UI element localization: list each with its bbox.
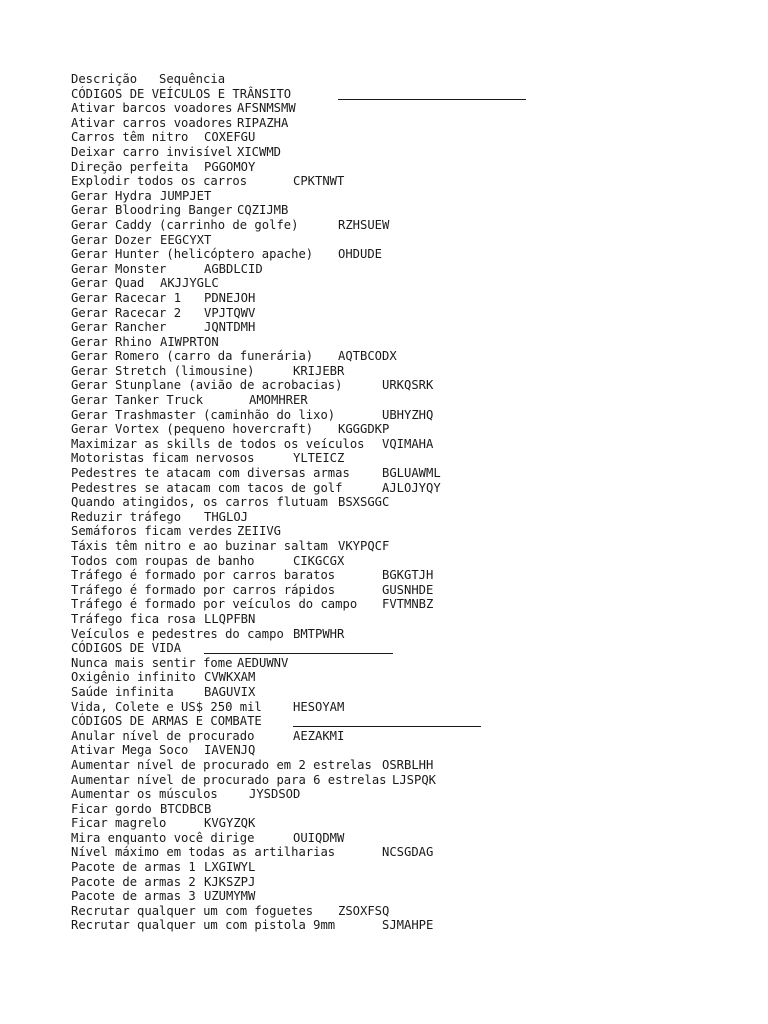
cheat-description: Nível máximo em todas as artilharias xyxy=(71,845,336,860)
cheat-code: KJKSZPJ xyxy=(204,874,256,889)
cheat-entry xyxy=(71,145,751,160)
cheat-code: KVGYZQK xyxy=(204,816,256,831)
cheat-entry xyxy=(71,481,751,496)
cheat-code: UZUMYMW xyxy=(204,889,256,904)
cheat-code: LXGIWYL xyxy=(204,860,256,875)
cheat-code: NCSGDAG xyxy=(382,845,434,860)
cheat-entry xyxy=(71,276,751,291)
cheat-code: COXEFGU xyxy=(204,130,256,145)
cheat-entry xyxy=(71,101,751,116)
cheat-code: VKYPQCF xyxy=(338,539,390,553)
cheat-description: Gerar Bloodring Banger xyxy=(71,203,233,218)
cheat-entry xyxy=(71,787,751,802)
cheat-description: Gerar Racecar 1 xyxy=(71,290,182,305)
cheat-description: Recrutar qualquer um com pistola 9mm xyxy=(71,918,336,933)
cheat-code: GUSNHDE xyxy=(382,582,434,597)
cheat-description: Gerar Trashmaster (caminhão do lixo) xyxy=(71,407,336,422)
cheat-code: JQNTDMH xyxy=(204,320,256,335)
cheat-entry xyxy=(71,568,751,583)
cheat-code: VPJTQWV xyxy=(204,305,256,320)
cheat-code-document xyxy=(71,72,751,933)
cheat-entry xyxy=(71,203,751,218)
cheat-description: Ativar barcos voadores xyxy=(71,101,233,116)
cheat-description: Ativar Mega Soco xyxy=(71,743,189,758)
cheat-description: Direção perfeita xyxy=(71,159,189,174)
cheat-entry xyxy=(71,408,751,423)
cheat-description: Tráfego fica rosa xyxy=(71,611,196,626)
cheat-code: KGGGDKP xyxy=(338,422,390,437)
cheat-code: XICWMD xyxy=(237,144,282,159)
cheat-entry xyxy=(71,627,751,642)
cheat-entry xyxy=(71,918,751,933)
cheat-description: Explodir todos os carros xyxy=(71,174,248,189)
cheat-entry xyxy=(71,320,751,335)
cheat-code: ZEIIVG xyxy=(237,524,282,539)
cheat-description: Todos com roupas de banho xyxy=(71,553,255,568)
cheat-code: AGBDLCID xyxy=(204,261,263,276)
cheat-code: HESOYAM xyxy=(293,699,345,714)
cheat-code: AMOMHRER xyxy=(249,393,308,408)
cheat-description: Pedestres te atacam com diversas armas xyxy=(71,466,350,481)
cheat-entry xyxy=(71,904,751,919)
section-title: CÓDIGOS DE ARMAS E COMBATE xyxy=(71,714,262,729)
cheat-description: Aumentar nível de procurado em 2 estrelas xyxy=(71,757,372,772)
cheat-entry xyxy=(71,773,751,788)
cheat-code: AIWPRTON xyxy=(160,334,219,349)
cheat-code: CPKTNWT xyxy=(293,174,345,189)
cheat-description: Ativar carros voadores xyxy=(71,115,233,130)
cheat-description: Gerar Stunplane (avião de acrobacias) xyxy=(71,378,343,393)
cheat-entry xyxy=(71,247,751,262)
cheat-entry xyxy=(71,729,751,744)
cheat-description: Gerar Rancher xyxy=(71,320,167,335)
cheat-code: AKJJYGLC xyxy=(160,276,219,291)
cheat-description: Táxis têm nitro e ao buzinar saltam xyxy=(71,539,328,553)
cheat-code: BTCDBCB xyxy=(160,801,212,816)
cheat-entry xyxy=(71,130,751,145)
cheat-code: AEDUWNV xyxy=(237,655,289,670)
cheat-entry xyxy=(71,510,751,525)
cheat-code: PDNEJOH xyxy=(204,290,256,305)
cheat-entry xyxy=(71,451,751,466)
cheat-description: Gerar Monster xyxy=(71,261,167,276)
cheat-description: Gerar Racecar 2 xyxy=(71,305,182,320)
cheat-entry xyxy=(71,335,751,350)
section-title: CÓDIGOS DE VEÍCULOS E TRÂNSITO xyxy=(71,86,292,101)
cheat-description: Vida, Colete e US$ 250 mil xyxy=(71,699,262,714)
cheat-description: Tráfego é formado por carros rápidos xyxy=(71,582,336,597)
cheat-description: Gerar Tanker Truck xyxy=(71,393,204,408)
cheat-description: Deixar carro invisível xyxy=(71,144,233,159)
cheat-code: CVWKXAM xyxy=(204,670,256,685)
cheat-code: BMTPWHR xyxy=(293,626,345,641)
section-heading xyxy=(71,641,751,656)
cheat-description: Oxigênio infinito xyxy=(71,670,196,685)
cheat-entry xyxy=(71,670,751,685)
cheat-description: Motoristas ficam nervosos xyxy=(71,451,255,466)
cheat-code: URKQSRK xyxy=(382,378,434,393)
cheat-code: AEZAKMI xyxy=(293,728,345,743)
cheat-entry xyxy=(71,524,751,539)
cheat-entry xyxy=(71,816,751,831)
cheat-code: THGLOJ xyxy=(204,509,249,524)
cheat-description: Reduzir tráfego xyxy=(71,509,182,524)
cheat-entry xyxy=(71,495,751,510)
cheat-code: OHDUDE xyxy=(338,247,383,262)
cheat-code: ZSOXFSQ xyxy=(338,903,390,918)
cheat-entry xyxy=(71,685,751,700)
cheat-entry xyxy=(71,174,751,189)
cheat-description: Pacote de armas 2 xyxy=(71,874,196,889)
cheat-entry xyxy=(71,831,751,846)
cheat-code: OUIQDMW xyxy=(293,830,345,845)
cheat-code: EEGCYXT xyxy=(160,232,212,247)
cheat-code: BAGUVIX xyxy=(204,684,256,699)
cheat-code: SJMAHPE xyxy=(382,918,434,933)
cheat-code: OSRBLHH xyxy=(382,757,434,772)
cheat-entry xyxy=(71,583,751,598)
cheat-entry xyxy=(71,554,751,569)
cheat-entry xyxy=(71,233,751,248)
section-rule xyxy=(293,726,481,727)
cheat-description: Aumentar os músculos xyxy=(71,787,218,802)
cheat-entry xyxy=(71,466,751,481)
cheat-code: VQIMAHA xyxy=(382,436,434,451)
cheat-code: AQTBCODX xyxy=(338,349,397,364)
sequence-column-header: Sequência xyxy=(159,72,226,86)
cheat-description: Semáforos ficam verdes xyxy=(71,524,233,539)
cheat-description: Gerar Romero (carro da funerária) xyxy=(71,349,314,364)
cheat-entry xyxy=(71,422,751,437)
cheat-code: LJSPQK xyxy=(392,772,437,787)
cheat-entry xyxy=(71,262,751,277)
cheat-entry xyxy=(71,743,751,758)
cheat-description: Pacote de armas 1 xyxy=(71,860,196,875)
section-heading xyxy=(71,87,751,102)
cheat-description: Gerar Hydra xyxy=(71,188,152,203)
cheat-description: Saúde infinita xyxy=(71,684,174,699)
cheat-code: IAVENJQ xyxy=(204,743,256,758)
cheat-code: LLQPFBN xyxy=(204,611,256,626)
cheat-description: Maximizar as skills de todos os veículos xyxy=(71,436,365,451)
cheat-entry xyxy=(71,860,751,875)
cheat-description: Gerar Caddy (carrinho de golfe) xyxy=(71,217,299,232)
cheat-code: PGGOMOY xyxy=(204,159,256,174)
cheat-description: Veículos e pedestres do campo xyxy=(71,626,284,641)
cheat-description: Gerar Stretch (limousine) xyxy=(71,363,255,378)
cheat-description: Aumentar nível de procurado para 6 estrelas xyxy=(71,772,387,787)
cheat-description: Gerar Hunter (helicóptero apache) xyxy=(71,247,314,262)
cheat-description: Tráfego é formado por veículos do campo xyxy=(71,597,358,612)
section-rule xyxy=(338,99,526,100)
cheat-entry xyxy=(71,889,751,904)
cheat-description: Quando atingidos, os carros flutuam xyxy=(71,495,328,510)
description-column-header: Descrição xyxy=(71,72,138,86)
cheat-code: YLTEICZ xyxy=(293,451,345,466)
cheat-description: Tráfego é formado por carros baratos xyxy=(71,568,336,583)
cheat-description: Gerar Vortex (pequeno hovercraft) xyxy=(71,422,314,437)
cheat-code: CQZIJMB xyxy=(237,203,289,218)
cheat-description: Gerar Dozer xyxy=(71,232,152,247)
cheat-code: RZHSUEW xyxy=(338,217,390,232)
cheat-code: KRIJEBR xyxy=(293,363,345,378)
cheat-description: Mira enquanto você dirige xyxy=(71,830,255,845)
cheat-description: Carros têm nitro xyxy=(71,130,189,145)
cheat-entry xyxy=(71,802,751,817)
cheat-code: AFSNMSMW xyxy=(237,101,296,116)
cheat-entry xyxy=(71,349,751,364)
cheat-description: Gerar Quad xyxy=(71,276,145,291)
cheat-entry xyxy=(71,393,751,408)
cheat-entry xyxy=(71,306,751,321)
cheat-code: RIPAZHA xyxy=(237,115,289,130)
section-heading xyxy=(71,714,751,729)
cheat-entry xyxy=(71,291,751,306)
cheat-code: JUMPJET xyxy=(160,188,212,203)
cheat-entry xyxy=(71,539,751,554)
cheat-description: Anular nível de procurado xyxy=(71,728,255,743)
cheat-entry xyxy=(71,875,751,890)
cheat-description: Gerar Rhino xyxy=(71,334,152,349)
cheat-entry xyxy=(71,160,751,175)
cheat-description: Nunca mais sentir fome xyxy=(71,655,233,670)
cheat-entry xyxy=(71,597,751,612)
section-rule xyxy=(204,653,393,654)
cheat-code: BGKGTJH xyxy=(382,568,434,583)
cheat-description: Pedestres se atacam com tacos de golf xyxy=(71,480,343,495)
cheat-description: Ficar gordo xyxy=(71,801,152,816)
cheat-entry xyxy=(71,700,751,715)
cheat-description: Ficar magrelo xyxy=(71,816,167,831)
cheat-entry xyxy=(71,218,751,233)
cheat-entry xyxy=(71,378,751,393)
cheat-entry xyxy=(71,612,751,627)
cheat-code: BSXSGGC xyxy=(338,495,390,510)
cheat-entry xyxy=(71,116,751,131)
section-title: CÓDIGOS DE VIDA xyxy=(71,641,182,656)
cheat-code: BGLUAWML xyxy=(382,466,441,481)
cheat-code: UBHYZHQ xyxy=(382,407,434,422)
cheat-entry xyxy=(71,437,751,452)
cheat-entry xyxy=(71,656,751,671)
cheat-code: CIKGCGX xyxy=(293,553,345,568)
cheat-code: JYSDSOD xyxy=(249,787,301,802)
cheat-entry xyxy=(71,845,751,860)
cheat-code: AJLOJYQY xyxy=(382,480,441,495)
document-body xyxy=(71,87,751,933)
cheat-entry xyxy=(71,758,751,773)
cheat-description: Pacote de armas 3 xyxy=(71,889,196,904)
table-header xyxy=(71,72,751,87)
cheat-entry xyxy=(71,364,751,379)
cheat-code: FVTMNBZ xyxy=(382,597,434,612)
cheat-entry xyxy=(71,189,751,204)
cheat-description: Recrutar qualquer um com foguetes xyxy=(71,903,314,918)
